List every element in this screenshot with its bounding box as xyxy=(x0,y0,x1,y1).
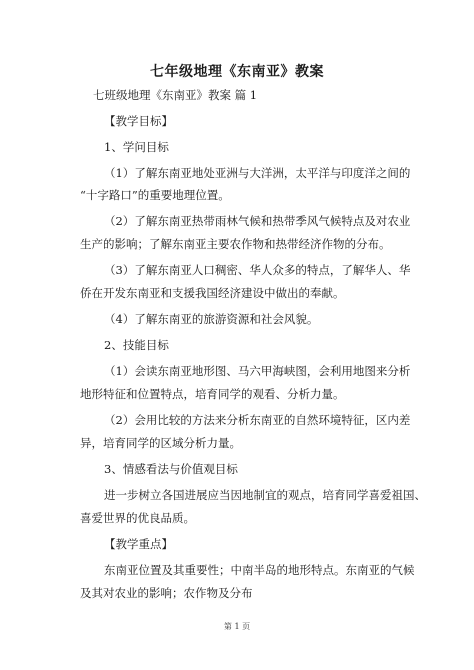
subtitle-line: 七班级地理《东南亚》教案 篇 1 xyxy=(93,88,258,102)
section-heading-key-points: 【教学重点】 xyxy=(104,537,173,551)
paragraph-line: （1）了解东南亚地处亚洲与大洋洲，太平洋与印度洋之间的 xyxy=(104,166,411,180)
paragraph-line: （4）了解东南亚的旅游资源和社会风貌。 xyxy=(104,312,319,326)
paragraph-line: 异，培育同学的区域分析力量。 xyxy=(80,436,241,450)
paragraph-line: 地形特征和位置特点，培育同学的观看、分析力量。 xyxy=(80,387,345,401)
paragraph-line: “十字路口”的重要地理位置。 xyxy=(80,188,230,202)
paragraph-line: 东南亚位置及其重要性；中南半岛的地形特点。东南亚的气候 xyxy=(104,563,415,577)
document-title: 七年级地理《东南亚》教案 xyxy=(150,64,324,80)
paragraph-line: 生产的影响；了解东南亚主要农作物和热带经济作物的分布。 xyxy=(80,237,391,251)
page-number: 第 1 页 xyxy=(223,622,251,631)
subsection-heading-attitudes: 3、情感看法与价值观目标 xyxy=(104,462,238,476)
section-heading-objectives: 【教学目标】 xyxy=(104,114,173,128)
paragraph-line: （1）会读东南亚地形图、马六甲海峡图，会利用地图来分析 xyxy=(104,364,411,378)
paragraph-line: 侨在开发东南亚和支援我国经济建设中做出的奉献。 xyxy=(80,286,345,300)
paragraph-line: （2）会用比较的方法来分析东南亚的自然环境特征，区内差 xyxy=(104,413,411,427)
paragraph-line: （2）了解东南亚热带雨林气候和热带季风气候特点及对农业 xyxy=(104,214,411,228)
subsection-heading-skills: 2、技能目标 xyxy=(104,338,169,352)
paragraph-line: 及其对农业的影响；农作物及分布 xyxy=(80,586,253,600)
paragraph-line: 进一步树立各国进展应当因地制宜的观点，培育同学喜爱祖国、 xyxy=(104,488,426,502)
paragraph-line: （3）了解东南亚人口稠密、华人众多的特点，了解华人、华 xyxy=(104,263,411,277)
subsection-heading-knowledge: 1、学问目标 xyxy=(104,140,169,154)
paragraph-line: 喜爱世界的优良品质。 xyxy=(80,511,195,525)
